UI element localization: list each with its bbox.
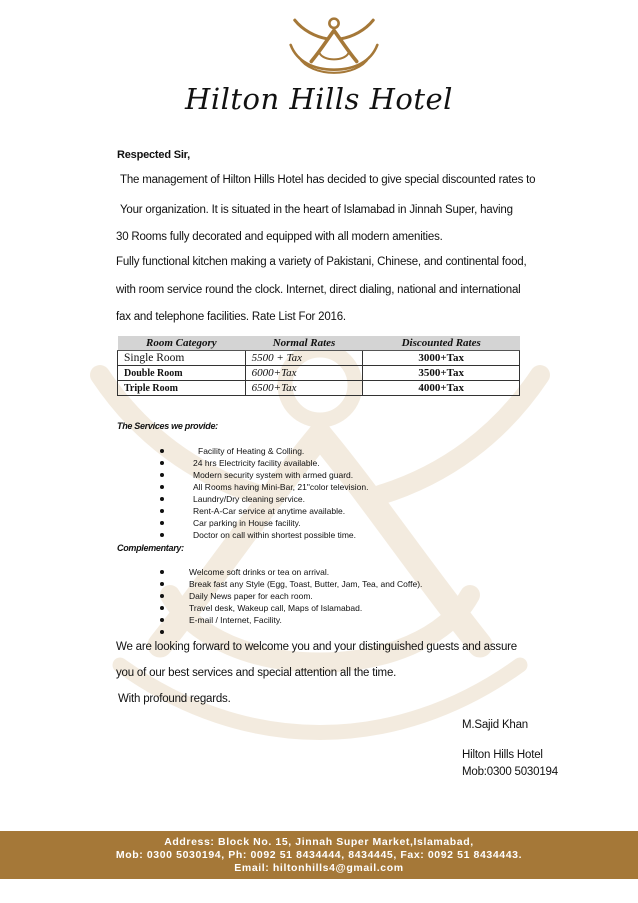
list-item-text: Daily News paper for each room. bbox=[189, 591, 313, 601]
column-header: Normal Rates bbox=[245, 336, 363, 351]
bullet-icon bbox=[160, 509, 164, 513]
list-item-text: Travel desk, Wakeup call, Maps of Islamabad. bbox=[189, 603, 363, 613]
bullet-icon bbox=[160, 449, 164, 453]
table-row bbox=[118, 351, 520, 366]
letter-line: with room service round the clock. Internet, direct dialing, national and international bbox=[116, 284, 521, 296]
signature-name: M.Sajid Khan bbox=[462, 719, 528, 731]
bullet-icon bbox=[160, 461, 164, 465]
table-row bbox=[118, 366, 520, 381]
discounted-rate: 3000+Tax bbox=[363, 351, 520, 366]
letter-line: 30 Rooms fully decorated and equipped with all modern amenities. bbox=[116, 231, 443, 243]
footer-bar bbox=[0, 831, 638, 879]
services-title: The Services we provide: bbox=[117, 421, 218, 431]
bullet-icon bbox=[160, 485, 164, 489]
list-item-text: E-mail / Internet, Facility. bbox=[189, 615, 282, 625]
signature-mobile: Mob:0300 5030194 bbox=[462, 766, 558, 778]
letter-line: We are looking forward to welcome you and your distinguished guests and assure bbox=[116, 641, 517, 653]
footer-address: Address: Block No. 15, Jinnah Super Market,Islamabad, bbox=[164, 836, 474, 848]
hotel-name: Hilton Hills Hotel bbox=[185, 82, 453, 116]
letter-line: With profound regards. bbox=[118, 693, 231, 705]
rate-table bbox=[117, 336, 520, 396]
list-item-text: Laundry/Dry cleaning service. bbox=[193, 494, 305, 504]
rate-table-header bbox=[118, 336, 520, 351]
list-item-text: All Rooms having Mini-Bar, 21"color television. bbox=[193, 482, 369, 492]
list-item-text: Car parking in House facility. bbox=[193, 518, 301, 528]
list-item-text: Break fast any Style (Egg, Toast, Butter, Jam, Tea, and Coffe). bbox=[189, 579, 423, 589]
bullet-icon bbox=[160, 533, 164, 537]
letter-line: fax and telephone facilities. Rate List For 2016. bbox=[116, 311, 346, 323]
room-category: Double Room bbox=[118, 366, 246, 381]
complementary-title: Complementary: bbox=[117, 543, 184, 553]
list-item-text: Doctor on call within shortest possible time. bbox=[193, 530, 356, 540]
list-item-text: Rent-A-Car service at anytime available. bbox=[193, 506, 346, 516]
normal-rate: 5500 + Tax bbox=[245, 351, 363, 366]
list-item-text: Welcome soft drinks or tea on arrival. bbox=[189, 567, 330, 577]
list-item-text: 24 hrs Electricity facility available. bbox=[193, 458, 320, 468]
bullet-icon bbox=[160, 497, 164, 501]
hotel-logo-icon bbox=[282, 14, 386, 80]
bullet-icon bbox=[160, 570, 164, 574]
bullet-icon bbox=[160, 618, 164, 622]
room-category: Single Room bbox=[118, 351, 246, 366]
bullet-icon bbox=[160, 594, 164, 598]
column-header: Discounted Rates bbox=[363, 336, 520, 351]
salutation: Respected Sir, bbox=[117, 149, 191, 161]
letter-line: Your organization. It is situated in the heart of Islamabad in Jinnah Super, having bbox=[120, 204, 513, 216]
signature-organization: Hilton Hills Hotel bbox=[462, 749, 543, 761]
column-header: Room Category bbox=[118, 336, 246, 351]
bullet-icon bbox=[160, 582, 164, 586]
letter-line: The management of Hilton Hills Hotel has decided to give special discounted rates to bbox=[120, 174, 536, 186]
list-item-text: Modern security system with armed guard. bbox=[193, 470, 354, 480]
bullet-icon bbox=[160, 630, 164, 634]
discounted-rate: 3500+Tax bbox=[363, 366, 520, 381]
bullet-icon bbox=[160, 473, 164, 477]
footer-email: Email: hiltonhills4@gmail.com bbox=[234, 862, 404, 874]
bullet-icon bbox=[160, 606, 164, 610]
letter-line: Fully functional kitchen making a variety of Pakistani, Chinese, and continental food, bbox=[116, 256, 527, 268]
list-item-text: Facility of Heating & Colling. bbox=[198, 446, 305, 456]
letter-line: you of our best services and special attention all the time. bbox=[116, 667, 397, 679]
normal-rate: 6000+Tax bbox=[245, 366, 363, 381]
table-row bbox=[118, 381, 520, 396]
footer-phones: Mob: 0300 5030194, Ph: 0092 51 8434444, 8434445, Fax: 0092 51 8434443. bbox=[115, 849, 523, 861]
room-category: Triple Room bbox=[118, 381, 246, 396]
bullet-icon bbox=[160, 521, 164, 525]
discounted-rate: 4000+Tax bbox=[363, 381, 520, 396]
normal-rate: 6500+Tax bbox=[245, 381, 363, 396]
